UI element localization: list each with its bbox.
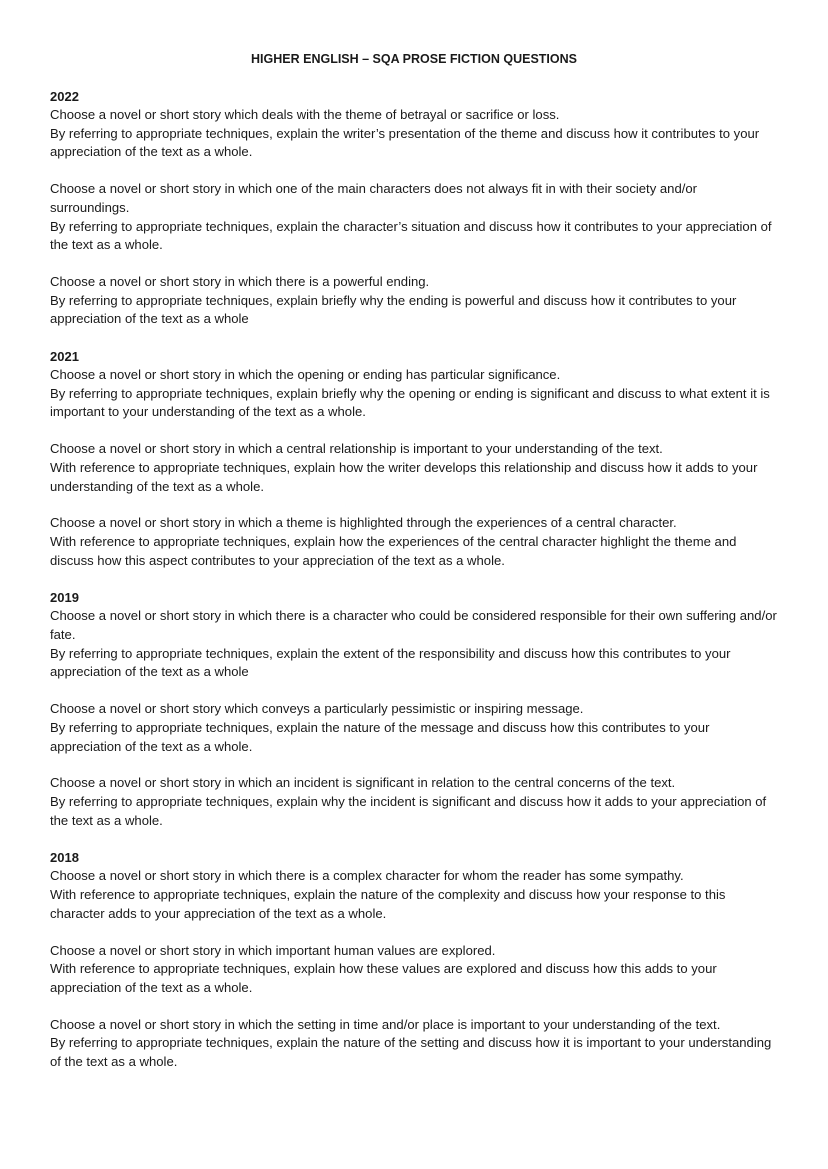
question-task: By referring to appropriate techniques, explain the writer’s presentation of the theme and discuss how it contributes to your appreciation of the text as a whole. [50,125,760,160]
question-task: By referring to appropriate techniques, explain the extent of the responsibility and discuss how this contributes to your appreciation of the text as a whole [50,645,731,680]
question-task: By referring to appropriate techniques, explain briefly why the ending is powerful and discuss how it contributes to your appreciation of the text as a whole [50,292,737,327]
question-item [50,942,778,998]
question-task: With reference to appropriate techniques, explain the nature of the complexity and discuss how your response to this character adds to your appreciation of the text as a whole. [50,887,726,921]
question-prompt: Choose a novel or short story in which the setting in time and/or place is important to your understanding of the text. [50,1016,721,1032]
year-heading: 2021 [50,349,79,365]
question-item [50,180,778,255]
year-section-2022 [50,87,778,329]
question-prompt: Choose a novel or short story which conveys a particularly pessimistic or inspiring message. [50,701,584,717]
question-prompt: Choose a novel or short story in which there is a character who could be considered responsible for their own suffering and/or fate. [50,608,777,643]
question-item [50,514,778,570]
question-prompt: Choose a novel or short story in which an incident is significant in relation to the central concerns of the text. [50,775,676,791]
question-item [50,1016,778,1072]
document-page [50,50,778,1090]
question-item [50,774,778,830]
question-item [50,867,778,923]
question-item [50,607,778,682]
question-prompt: Choose a novel or short story in which the opening or ending has particular significance. [50,367,561,383]
question-prompt: Choose a novel or short story which deals with the theme of betrayal or sacrifice or loss. [50,107,560,122]
question-task: By referring to appropriate techniques, explain why the incident is significant and discuss how it adds to your appreciation of the text as a whole. [50,793,767,828]
question-prompt: Choose a novel or short story in which there is a complex character for whom the reader has some sympathy. [50,868,684,884]
question-prompt: Choose a novel or short story in which a central relationship is important to your understanding of the text. [50,441,663,457]
question-item [50,366,778,422]
year-section-2018 [50,848,778,1071]
document-title: HIGHER ENGLISH – SQA PROSE FICTION QUESTIONS [251,52,577,66]
question-item [50,440,778,496]
question-task: By referring to appropriate techniques, explain briefly why the opening or ending is significant and discuss to what extent it is important to your understanding of the text as a whole. [50,385,770,420]
question-prompt: Choose a novel or short story in which a theme is highlighted through the experiences of a central character. [50,515,677,531]
question-prompt: Choose a novel or short story in which there is a powerful ending. [50,273,430,289]
question-task: With reference to appropriate techniques, explain how these values are explored and discuss how this adds to your appreciation of the text as a whole. [50,961,717,995]
question-item [50,273,778,329]
year-heading: 2022 [50,89,79,104]
question-item [50,106,778,162]
question-prompt: Choose a novel or short story in which important human values are explored. [50,942,496,958]
question-task: With reference to appropriate techniques, explain how the experiences of the central character highlight the theme and discuss how this aspect contributes to your appreciation of the text as a whole. [50,533,737,568]
question-task: By referring to appropriate techniques, explain the nature of the setting and discuss how it is important to your understanding of the text as a whole. [50,1035,772,1070]
question-task: By referring to appropriate techniques, explain the nature of the message and discuss how this contributes to your appreciation of the text as a whole. [50,719,710,754]
question-task: By referring to appropriate techniques, explain the character’s situation and discuss how it contributes to your appreciation of the text as a whole. [50,218,772,253]
question-item [50,700,778,756]
question-prompt: Choose a novel or short story in which one of the main characters does not always fit in with their society and/or surroundings. [50,181,698,215]
year-section-2021 [50,347,778,570]
year-heading: 2018 [50,850,79,866]
question-task: With reference to appropriate techniques, explain how the writer develops this relationship and discuss how it adds to your understanding of the text as a whole. [50,459,758,494]
year-section-2019 [50,588,778,830]
year-heading: 2019 [50,590,79,606]
